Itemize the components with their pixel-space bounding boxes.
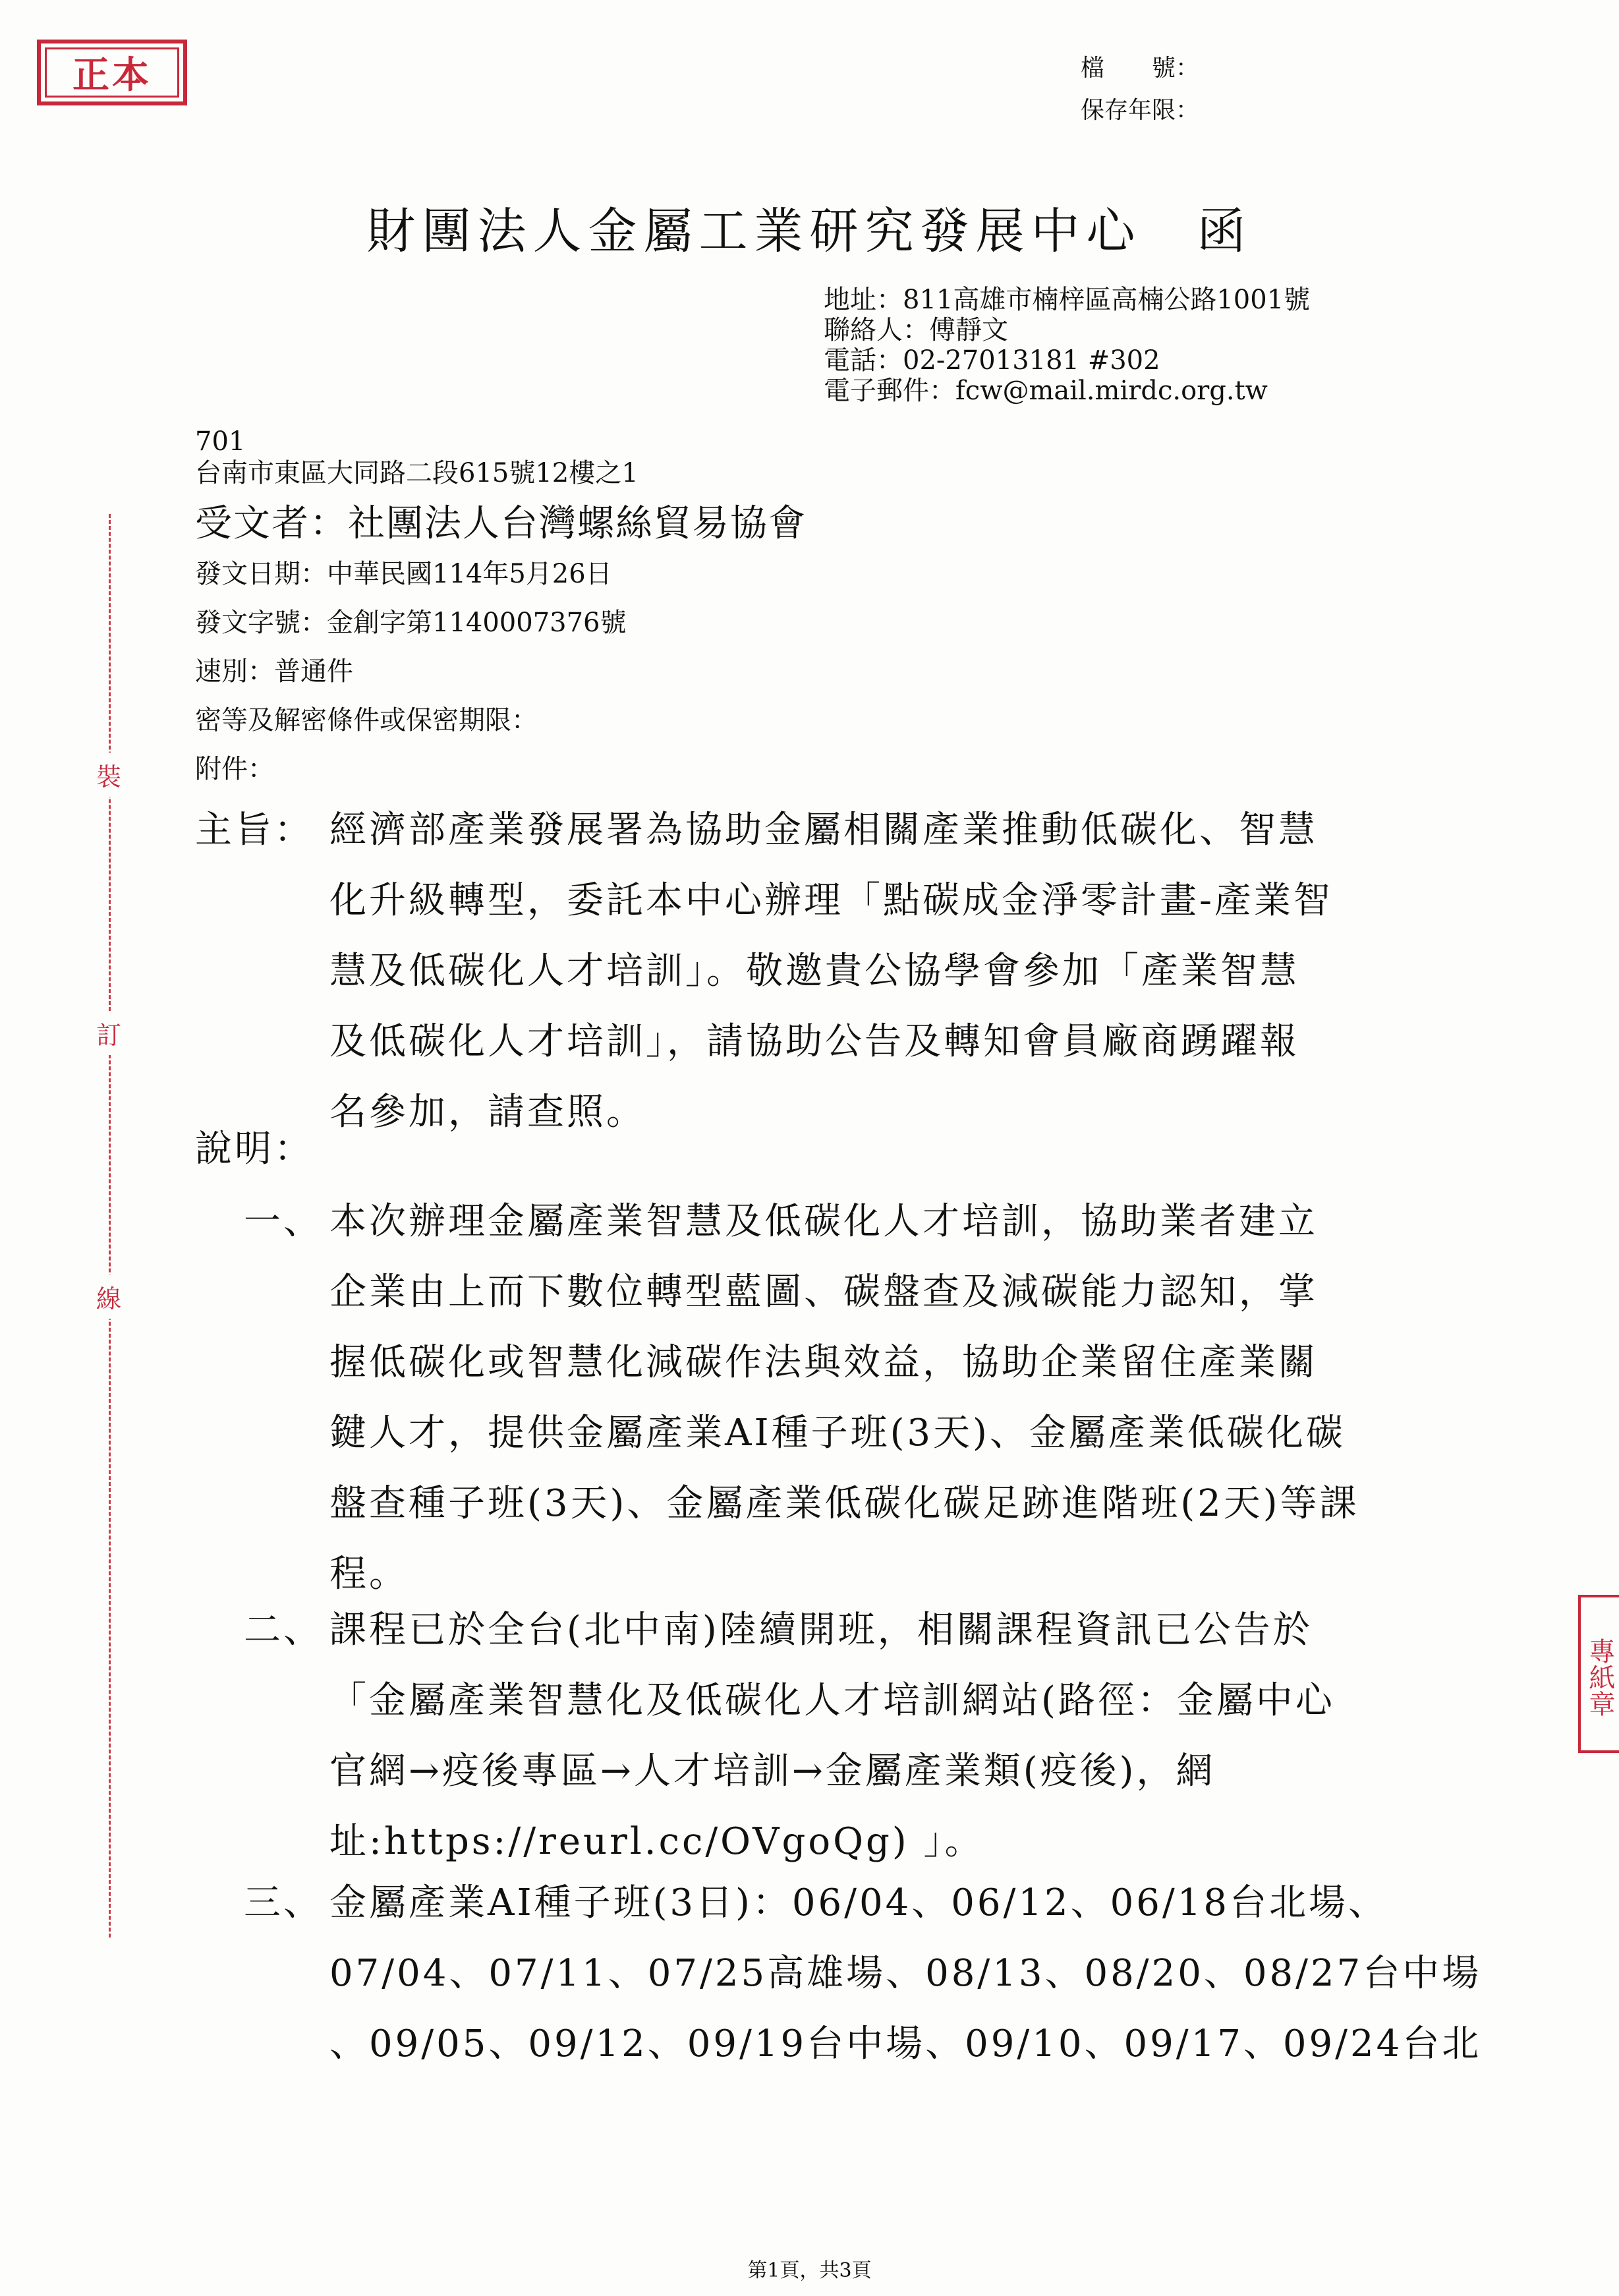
receiver: 受文者：社團法人台灣螺絲貿易協會 [195, 502, 807, 545]
explanation-item [329, 1868, 1482, 2079]
item-line: 「金屬產業智慧化及低碳化人才培訓網站(路徑：金屬中心 [329, 1679, 1335, 1722]
binding-char-3: 線 [96, 1275, 121, 1319]
recipient-zip: 701 [195, 426, 246, 457]
item-line: 程。 [329, 1553, 409, 1595]
item-number: 一、 [244, 1200, 323, 1243]
recipient-street: 台南市東區大同路二段615號12樓之1 [195, 458, 639, 488]
contact-phone: 電話：02-27013181 #302 [824, 345, 1160, 376]
item-line: 盤查種子班(3天)、金屬產業低碳化碳足跡進階班(2天)等課 [329, 1482, 1359, 1525]
document-number: 發文字號：金創字第1140007376號 [195, 608, 627, 638]
item-line: 課程已於全台(北中南)陸續開班，相關課程資訊已公告於 [329, 1609, 1313, 1651]
file-meta [1081, 47, 1199, 132]
page-footer: 第1頁，共3頁 [747, 2259, 872, 2282]
subject-line: 經濟部產業發展署為協助金屬相關產業推動低碳化、智慧 [329, 809, 1318, 851]
document-meta [195, 550, 627, 793]
document-title: 財團法人金屬工業研究發展中心 函 [366, 203, 1253, 260]
item-line: 官網→疫後專區→人才培訓→金屬產業類(疫後)，網 [329, 1750, 1216, 1793]
attachment: 附件： [195, 754, 274, 784]
delivery-speed: 速別：普通件 [195, 656, 353, 687]
side-seal-stamp: 專紙章 [1578, 1595, 1619, 1753]
subject-text [329, 795, 1456, 1147]
explanation-label: 說明： [195, 1128, 314, 1170]
item-line: 本次辦理金屬產業智慧及低碳化人才培訓，協助業者建立 [329, 1200, 1318, 1243]
subject-line: 慧及低碳化人才培訓」。敬邀貴公協學會參加「產業智慧 [329, 950, 1299, 992]
original-copy-stamp: 正本 [37, 40, 187, 105]
explanation-item [329, 1595, 1476, 1877]
item-line: 鍵人才，提供金屬產業AI種子班(3天)、金屬產業低碳化碳 [329, 1412, 1346, 1454]
item-line: 握低碳化或智慧化減碳作法與效益，協助企業留住產業關 [329, 1341, 1318, 1384]
item-line: 金屬產業AI種子班(3日)：06/04、06/12、06/18台北場、 [329, 1881, 1388, 1924]
contact-email: 電子郵件：fcw@mail.mirdc.org.tw [824, 376, 1268, 406]
sender-contact-block [824, 285, 1310, 406]
binding-line [109, 514, 111, 1937]
contact-person: 聯絡人：傅靜文 [824, 315, 1008, 345]
subject-line: 及低碳化人才培訓」，請協助公告及轉知會員廠商踴躍報 [329, 1020, 1299, 1063]
subject-label: 主旨： [195, 809, 314, 851]
secrecy-level: 密等及解密條件或保密期限： [195, 705, 538, 735]
item-number: 三、 [244, 1881, 323, 1924]
explanation-item [329, 1186, 1476, 1609]
recipient-address [195, 426, 639, 489]
subject-line: 化升級轉型，委託本中心辦理「點碳成金淨零計畫-產業智 [329, 879, 1333, 922]
retention-period-label: 保存年限： [1081, 97, 1200, 124]
item-number: 二、 [244, 1609, 323, 1651]
subject-line: 名參加，請查照。 [329, 1091, 646, 1134]
binding-char-2: 訂 [96, 1011, 121, 1055]
sender-address: 地址：811高雄市楠梓區高楠公路1001號 [824, 285, 1311, 315]
item-line: 、09/05、09/12、09/19台中場、09/10、09/17、09/24台北 [329, 2023, 1482, 2065]
item-line: 址:https://reurl.cc/OVgoQg) 」。 [329, 1820, 984, 1863]
item-line: 07/04、07/11、07/25高雄場、08/13、08/20、08/27台中場 [329, 1952, 1482, 1995]
binding-char-1: 裝 [96, 753, 121, 797]
issue-date: 發文日期：中華民國114年5月26日 [195, 559, 612, 589]
file-number-label: 檔 號： [1081, 55, 1200, 82]
item-line: 企業由上而下數位轉型藍圖、碳盤查及減碳能力認知，掌 [329, 1271, 1318, 1313]
